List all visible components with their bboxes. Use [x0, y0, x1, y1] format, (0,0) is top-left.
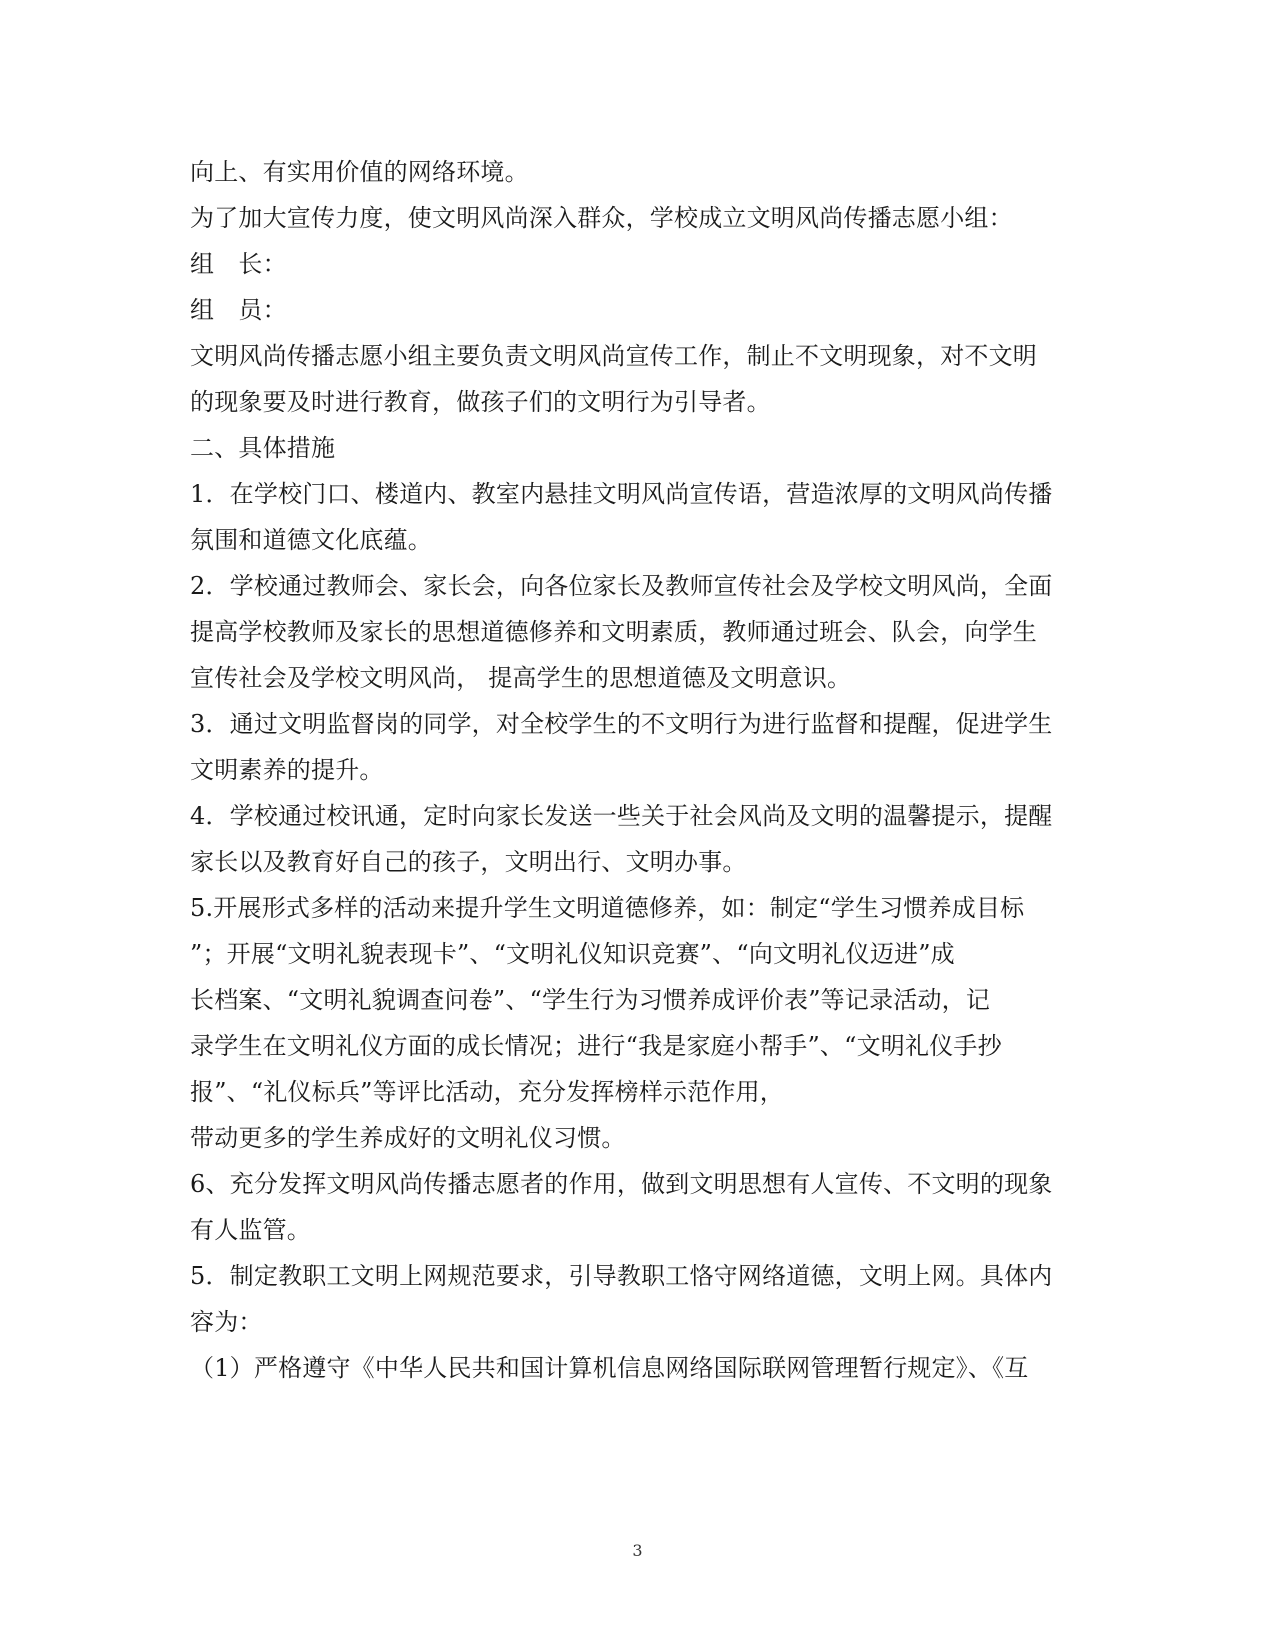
- text-line: 2．学校通过教师会、家长会，向各位家长及教师宣传社会及学校文明风尚，全面: [190, 572, 1053, 600]
- text-line: （1）严格遵守《中华人民共和国计算机信息网络国际联网管理暂行规定》、《互: [190, 1354, 1029, 1382]
- text-line: 有人监管。: [190, 1216, 311, 1244]
- text-line: 文明风尚传播志愿小组主要负责文明风尚宣传工作，制止不文明现象，对不文明: [190, 342, 1037, 370]
- text-line: 5.开展形式多样的活动来提升学生文明道德修养，如：制定“学生习惯养成目标: [190, 894, 1025, 922]
- page-number: 3: [632, 1541, 643, 1560]
- text-line: 宣传社会及学校文明风尚， 提高学生的思想道德及文明意识。: [190, 664, 852, 692]
- text-line: ”；开展“文明礼貌表现卡”、“文明礼仪知识竞赛”、“向文明礼仪迈进”成: [190, 940, 955, 968]
- text-line: 文明素养的提升。: [190, 756, 384, 784]
- text-line: 的现象要及时进行教育，做孩子们的文明行为引导者。: [190, 388, 771, 416]
- text-line: 组 员：: [190, 296, 287, 324]
- text-line: 1．在学校门口、楼道内、教室内悬挂文明风尚宣传语，营造浓厚的文明风尚传播: [190, 480, 1053, 508]
- text-line: 6、充分发挥文明风尚传播志愿者的作用，做到文明思想有人宣传、不文明的现象: [190, 1170, 1053, 1198]
- text-line: 带动更多的学生养成好的文明礼仪习惯。: [190, 1124, 626, 1152]
- text-line: 3．通过文明监督岗的同学，对全校学生的不文明行为进行监督和提醒，促进学生: [190, 710, 1053, 738]
- text-line: 录学生在文明礼仪方面的成长情况；进行“我是家庭小帮手”、“文明礼仪手抄: [190, 1032, 1002, 1060]
- text-line: 4．学校通过校讯通，定时向家长发送一些关于社会风尚及文明的温馨提示，提醒: [190, 802, 1053, 830]
- text-line: 提高学校教师及家长的思想道德修养和文明素质，教师通过班会、队会，向学生: [190, 618, 1037, 646]
- text-line: 长档案、“文明礼貌调查问卷”、“学生行为习惯养成评价表”等记录活动，记: [190, 986, 991, 1014]
- section-heading: 二、具体措施: [190, 434, 336, 462]
- text-line: 为了加大宣传力度，使文明风尚深入群众，学校成立文明风尚传播志愿小组：: [190, 204, 1013, 232]
- text-line: 5．制定教职工文明上网规范要求，引导教职工恪守网络道德，文明上网。具体内: [190, 1262, 1053, 1290]
- text-line: 向上、有实用价值的网络环境。: [190, 158, 529, 186]
- text-line: 氛围和道德文化底蕴。: [190, 526, 432, 554]
- text-line: 组 长：: [190, 250, 287, 278]
- text-line: 家长以及教育好自己的孩子，文明出行、文明办事。: [190, 848, 747, 876]
- text-line: 容为：: [190, 1308, 263, 1336]
- text-line: 报”、“礼仪标兵”等评比活动，充分发挥榜样示范作用，: [190, 1078, 785, 1106]
